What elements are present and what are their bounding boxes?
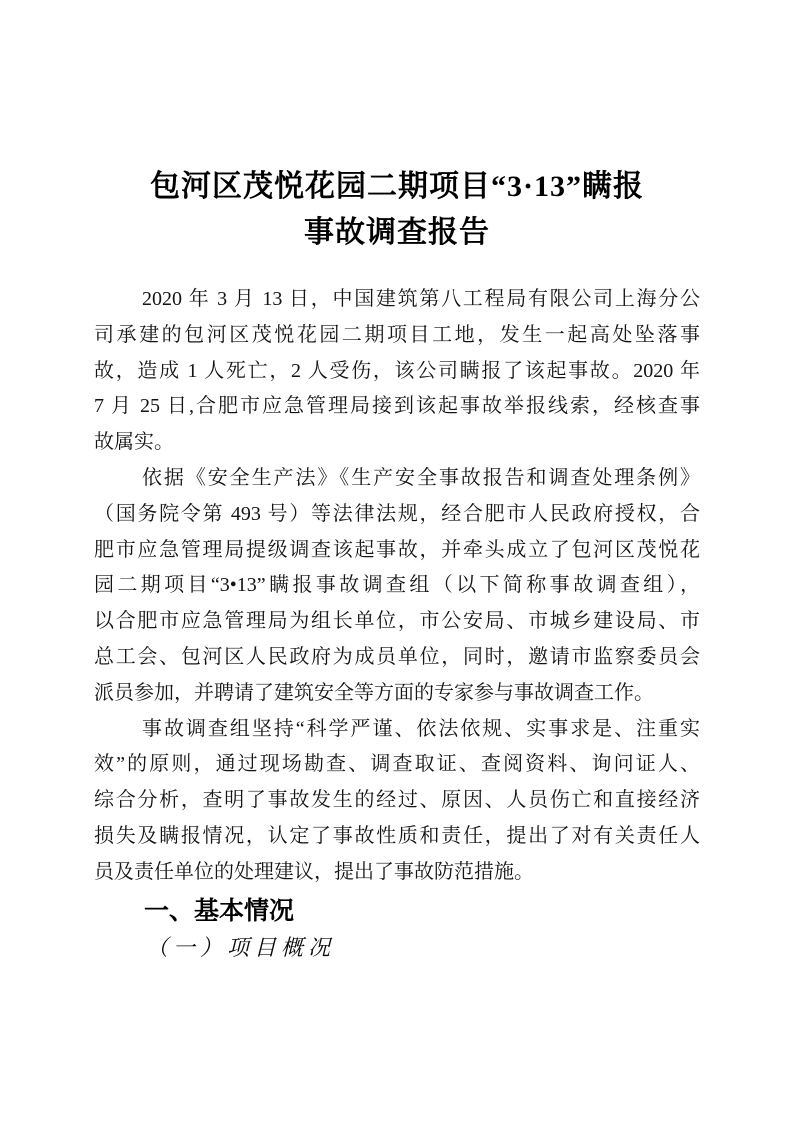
body-line: 损失及瞒报情况，认定了事故性质和责任，提出了对有关责任人 [94,824,700,847]
body-line: 园二期项目“3•13”瞒报事故调查组（以下简称事故调查组）， [94,574,700,597]
paragraph-investigation-principles [94,712,700,891]
body-line: 肥市应急管理局提级调查该起事故，并牵头成立了包河区茂悦花 [94,538,700,561]
report-title-line-2: 事故调查报告 [304,216,490,249]
body-line: 综合分析，查明了事故发生的经过、原因、人员伤亡和直接经济 [94,789,700,812]
body-line: 2020 年 3 月 13 日，中国建筑第八工程局有限公司上海分公 [142,288,700,310]
subsection-heading-project-overview: （一）项目概况 [146,934,336,960]
body-line: 派员参加，并聘请了建筑安全等方面的专家参与事故调查工作。 [94,681,654,704]
body-line: 事故调查组坚持“科学严谨、依法依规、实事求是、注重实 [142,717,700,740]
body-line: 司承建的包河区茂悦花园二期项目工地，发生一起高处坠落事 [94,323,700,346]
paragraph-intro [94,282,700,461]
body-line: 员及责任单位的处理建议，提出了事故防范措施。 [94,860,534,883]
body-line: 以合肥市应急管理局为组长单位，市公安局、市城乡建设局、市 [94,610,700,633]
body-line: 依据《安全生产法》《生产安全事故报告和调查处理条例》 [142,466,700,489]
report-body [94,282,700,891]
body-line: 总工会、包河区人民政府为成员单位，同时，邀请市监察委员会 [94,645,700,668]
section-heading-basic-situation: 一、基本情况 [144,896,295,925]
body-line: 故，造成 1 人死亡，2 人受伤，该公司瞒报了该起事故。2020 年 [94,359,700,382]
body-line: 故属实。 [94,431,174,454]
report-content-column [94,0,700,966]
body-line: （国务院令第 493 号）等法律法规，经合肥市人民政府授权，合 [94,502,700,525]
paragraph-legal-basis [94,461,700,712]
body-line: 效”的原则，通过现场勘查、调查取证、查阅资料、询问证人、 [94,753,700,776]
report-title [94,164,700,256]
report-title-line-1: 包河区茂悦花园二期项目“3·13”瞒报 [149,170,644,203]
body-line: 7 月 25 日,合肥市应急管理局接到该起事故举报线索，经核查事 [94,395,700,418]
